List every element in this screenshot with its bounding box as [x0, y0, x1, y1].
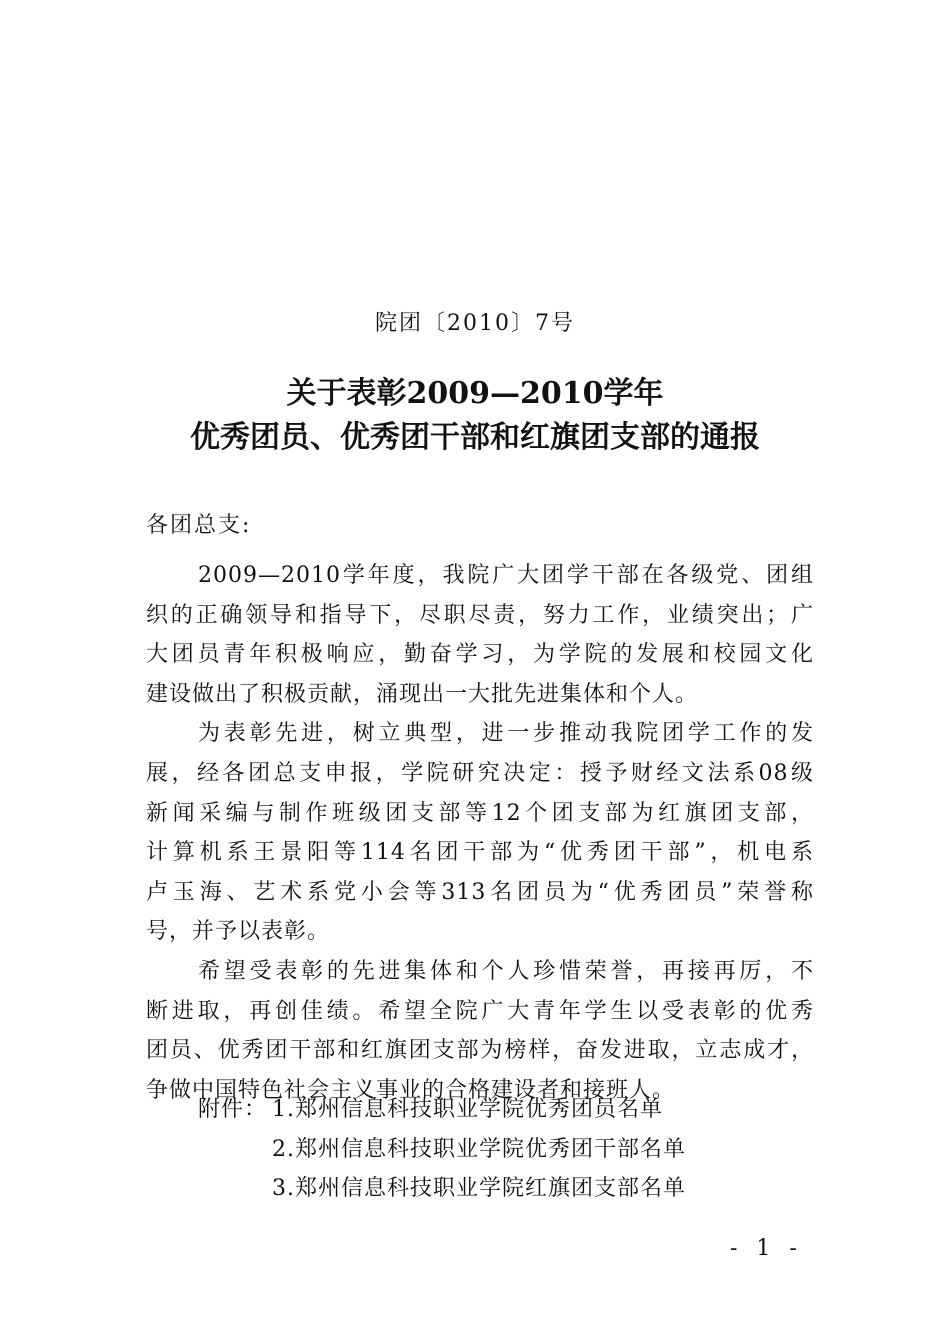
attachment-item: 3.郑州信息科技职业学院红旗团支部名单 [272, 1176, 686, 1202]
attachment-row [198, 1090, 686, 1130]
paragraph-line: 新闻采编与制作班级团支部等12个团支部为红旗团支部， [146, 800, 814, 826]
document-number: 院团〔2010〕7号 [375, 311, 575, 336]
paragraph-line: 建设做出了积极贡献，涌现出一大批先进集体和个人。 [146, 681, 699, 707]
document-body [146, 556, 814, 1110]
paragraph-line: 大团员青年积极响应，勤奋学习，为学院的发展和校园文化 [146, 642, 814, 668]
paragraph-3 [146, 952, 814, 1110]
paragraph-line: 希望受表彰的先进集体和个人珍惜荣誉，再接再厉，不 [198, 958, 814, 984]
paragraph-line: 展，经各团总支申报，学院研究决定：授予财经文法系08级 [146, 760, 814, 786]
salutation: 各团总支: [146, 513, 252, 538]
document-title [0, 372, 950, 460]
paragraph-line: 2009—2010学年度，我院广大团学干部在各级党、团组 [198, 563, 814, 588]
paragraph-line: 计算机系王景阳等114名团干部为“优秀团干部”，机电系 [146, 840, 814, 866]
attachments-label: 附件： [198, 1097, 268, 1122]
attachment-row [198, 1130, 686, 1170]
page-number: - 1 - [730, 1236, 803, 1261]
paragraph-line: 织的正确领导和指导下，尽职尽责，努力工作，业绩突出；广 [146, 602, 814, 628]
attachments-list [198, 1090, 686, 1209]
paragraph-line: 断进取，再创佳绩。希望全院广大青年学生以受表彰的优秀 [146, 998, 814, 1024]
paragraph-line: 团员、优秀团干部和红旗团支部为榜样，奋发进取，立志成才， [146, 1038, 814, 1064]
attachment-item: 2.郑州信息科技职业学院优秀团干部名单 [272, 1136, 686, 1162]
title-line-1: 关于表彰2009—2010学年 [286, 376, 664, 411]
paragraph-line: 号，并予以表彰。 [146, 919, 331, 945]
paragraph-line: 为表彰先进，树立典型，进一步推动我院团学工作的发 [198, 721, 814, 747]
title-line-2: 优秀团员、优秀团干部和红旗团支部的通报 [190, 420, 760, 455]
paragraph-2 [146, 714, 814, 952]
attachment-item: 1.郑州信息科技职业学院优秀团员名单 [272, 1097, 663, 1122]
paragraph-line: 卢玉海、艺术系党小会等313名团员为“优秀团员”荣誉称 [146, 879, 814, 905]
attachment-row [198, 1169, 686, 1209]
paragraph-1 [146, 556, 814, 714]
paragraph-line: 争做中国特色社会主义事业的合格建设者和接班人。 [146, 1077, 676, 1103]
